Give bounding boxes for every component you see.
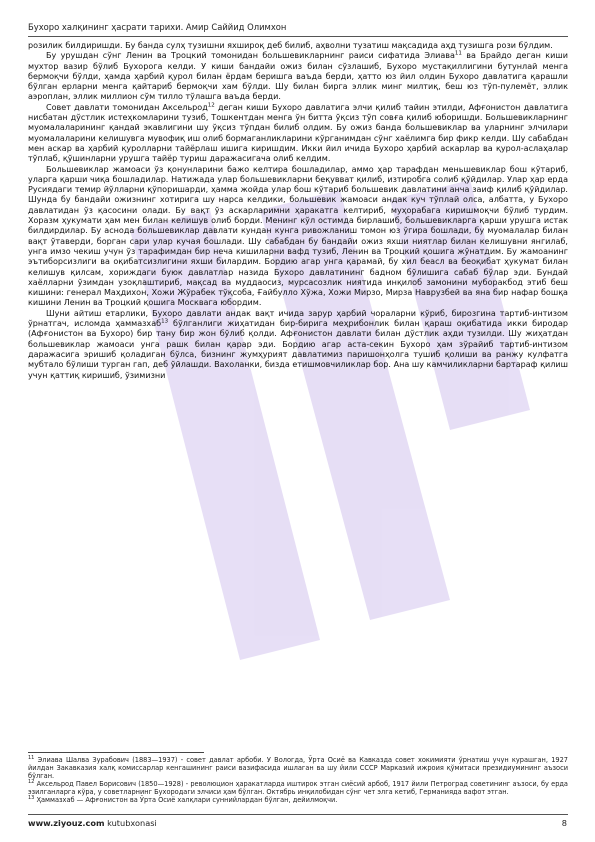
paragraph — [28, 165, 568, 309]
paragraph-text: розилик билдиришди. Бу банда сулҳ тузишни яхшироқ деб билиб, аҳволни тузатиш мақсадида аҳд тузишга рози бўлдим. — [28, 41, 553, 50]
footer-rule — [28, 814, 568, 815]
footer-source — [28, 818, 157, 828]
header-rule — [28, 36, 568, 37]
footnote-text: Аксельрод Павел Борисович (1850—1928) - революцион ҳаракатларда иштирок этган сиёсий арбоб, 1917 йили Петроград советининг аъзоси, бу ерда эзилганларга кўра, у советларнинг Бухородаги элчиси ҳам бўлган. Октябрь инқилобидан сўнг чет элга кетиб, Германияда вафот этган. — [28, 780, 568, 797]
page-number: 8 — [561, 818, 567, 828]
paragraph — [28, 41, 568, 51]
footnote-number: 13 — [28, 795, 35, 802]
paragraph-text: бўлганлиги жиҳатидан бир-бирига меҳрибонлик билан қараш оқибатида икки биродар (Афғонистон ва Бухоро) бир тану бир жон бўлиб қолди. Афғонистон давлати билан дўстлик аҳди тузилди. Шу жиҳатдан большевиклар жамоаси унга рашк билан қарар эди. Бордию агар аста-секин Бухоро ҳам зўрайиб тартиб-интизом даражасига эришиб қоладиган бўлса, бизнинг жумҳурият давлатимиз паришонҳолга тушиб қолиши ва ранжу кулфатга мубтало бўлиши турган гап, деб ўйлашди. Вахоланки, бизда етишмовчиликлар бор. Ана шу камчиликларни бартараф қилиш учун қаттиқ киришиб, ўзимизни — [28, 319, 568, 380]
footnote-text: Элиава Шалва Зурабович (1883—1937) - совет давлат арбоби. У Вологда, Ўрта Осиё ва Кавказда совет хокимияти ўрнатиш учун курашган, 1927 йилдан Закавказия халқ комиссарлар кенгашининг раиси вазифасида ишлаган ва шу йили СССР Марказий ижроия қўмитаси президиумининг аъзоси бўлган. — [28, 756, 568, 781]
footnote-ref[interactable]: 11 — [454, 50, 462, 57]
paragraph-text: ва Брайдо деган киши мухтор вазир бўлиб Бухорога келди. У киши бандайи ожиз билан сўзлашиб, Бухоро мустақиллигини бутунлай менга бермоқчи бўлди, ҳамда ҳарбий қурол билан ёрдам беришга ваъда берди, ҳатто юз йил олдин Бухоро давлатига қарашли бўлган ерларни менга қайтариб бермоқчи хам бўлди. Шу билан бирга эллик минг милтиқ, беш юз тўп-пулемёт, эллик аэроплан, эллик миллион сўм тилло тўлашга ваъда берди. — [28, 51, 568, 102]
footnote-number: 12 — [28, 779, 35, 786]
footnote-ref[interactable]: 13 — [161, 318, 169, 325]
main-text — [28, 41, 568, 381]
paragraph-text: Бу урушдан сўнг Ленин ва Троцкий томонидан большевикларнинг раиси сифатида Элиава — [46, 51, 455, 61]
footnotes — [28, 756, 568, 805]
site-section: kutubxonasi — [104, 818, 157, 828]
paragraph-text: Совет давлати томонидан Аксельрод — [46, 102, 208, 112]
paragraph-text: деган киши Бухоро давлатига элчи қилиб тайин этилди, Афғонистон давлатига нисбатан дўстлик истеҳкомларини тузиб, Тошкентдан менга ўн битта ўқсиз тўп совға қилиб юборишди. Большевикларнинг муомалаларининг қандай экавлигини шу ўқсиз тўпдан билиб олдим. Бу ожиз банда большевиклар ва уларнинг элчилари муомалаларини келишувга мувофиқ иш олиб бормаганликларини кўрганимдан сўнг хаёлимга бир фикр келди. Шу сабабдан мен аскар ва ҳарбий қуролларни тайёрлаш ишига киришдим. Икки йил ичида Бухоро ҳарбий аскарлар ва қурол-аслаҳалар тўплаб, қўшинларни урушга тайёр туриш даражасигача олиб келдим. — [28, 102, 568, 164]
paragraph — [28, 309, 568, 381]
footnote-number: 11 — [28, 754, 35, 761]
paragraph — [28, 51, 568, 102]
footnote — [28, 796, 568, 804]
footnote-text: Ҳаммазхаб — Афғонистон ва Ўрта Осиё халқлари суннийлардан бўлган, дейилмоқчи. — [36, 796, 338, 805]
footnote — [28, 780, 568, 796]
footnote — [28, 756, 568, 780]
footnote-rule — [28, 752, 204, 753]
footnote-ref[interactable]: 12 — [207, 102, 215, 109]
site-link[interactable]: www.ziyouz.com — [28, 818, 105, 828]
paragraph-text: Большевиклар жамоаси ўз қонунларини бажо келтира бошладилар, аммо ҳар тарафдан меньшевиклар бош кўтариб, уларга қарши чиқа бошладилар. Натижада улар большевикларни беқувват қилиб, изтиробга солиб қўйдилар. Улар ҳар ерда Русиядаги темир йўлларни қўпоришарди, ҳамма жойда улар бош кўтариб большевик давлатини анча заиф қилиб қўйдилар. Шунда бу бандайи ожизнинг хотирига шу нарса келдики, большевик жамоаси андак куч тўплай олса, албатта, у Бухоро давлатидан ўз қасосини олади. Бу вақт ўз аскарларимни ҳаракатга келтириб, муҳорабага киришмоқчи бўлиб турдим. Хоразм ҳукумати ҳам мен билан келишув олиб борди. Менинг кўл остимда бирлашиб, большевикларга қарши урушга истак билдирдилар. Бу аснода большевиклар давлати кундан кунга ривожланиш томон юз ўгира бошлади, бу муомалалар билан вақт ўтаверди, борган сари улар кучая бошлади. Шу сабабдан бу бандайи ожиз яхши ниятлар билан келишувни янгилаб, унга имзо чекиш учун ўз тарафимдан бир неча кишиларни вафд тузиб, Ленин ва Троцкий қошига жўнатдим. Бу жамоанинг эътиборсизлиги ва оқибатсизлигини яхши билардим. Бордию агар унга қарамай, бу хил беасл ва беоқибат ҳукумат билан келишув қилсам, хориждаги буюк давлатлар назида Бухоро давлатининг бадном бўлишига сабаб бўлар эди. Бундай хаёлларни ўзимдан узоқлаштириб, мақсад ва муддаосиз, мурсасозлик ниятида инқилоб замонини муборакбод этиб беш кишини: генерал Маҳдихон, Хожи Жўрабек тўқсоба, Ғайбулло Хўжа, Хожи Мирзо, Мирза Наврузбей ва яна бир нафар бошқа кишини Ленин ва Троцкий қошига Москвага юбордим. — [28, 164, 568, 308]
paragraph — [28, 103, 568, 165]
page-header: Бухоро халқининг ҳасрати тарихи. Амир Саййид Олимхон — [28, 22, 287, 32]
paragraph-text: Шуни айтиш етарлики, Бухоро давлати андак вақт ичида зарур ҳарбий чораларни кўриб, бирозгина тартиб-интизом ўрнатгач, исломда ҳаммазхаб — [28, 308, 568, 329]
